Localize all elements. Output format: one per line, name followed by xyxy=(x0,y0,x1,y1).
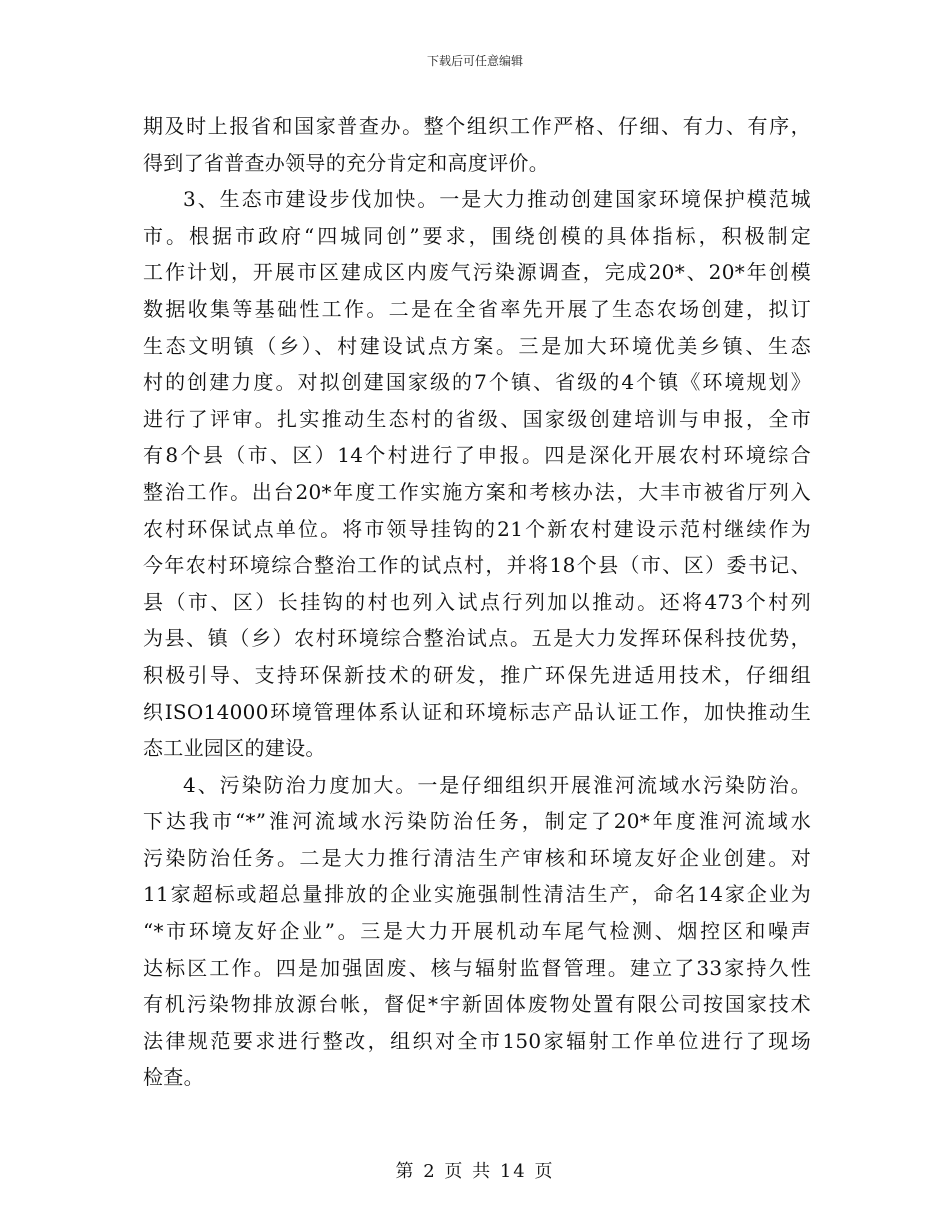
text-line: 织ISO14000环境管理体系认证和环境标志产品认证工作，加快推动生 xyxy=(143,699,811,724)
text-line: 工作计划，开展市区建成区内废气污染源调查，完成20*、20*年创模 xyxy=(143,260,811,285)
text-line: 县（市、区）长挂钩的村也列入试点行列加以推动。还将473个村列 xyxy=(143,589,811,614)
text-line: 整治工作。出台20*年度工作实施方案和考核办法，大丰市被省厅列入 xyxy=(143,479,811,504)
text-line: 积极引导、支持环保新技术的研发，推广环保先进适用技术，仔细组 xyxy=(143,662,811,687)
text-line: 得到了省普查办领导的充分肯定和高度评价。 xyxy=(143,150,549,175)
text-line: 有机污染物排放源台帐，督促*宇新固体废物处置有限公司按国家技术 xyxy=(143,992,811,1017)
page-footer: 第 2 页 共 14 页 xyxy=(395,1161,555,1182)
paragraph-3 xyxy=(143,767,811,1096)
text-line: 进行了评审。扎实推动生态村的省级、国家级创建培训与申报，全市 xyxy=(143,406,811,431)
text-line: 3、生态市建设步伐加快。一是大力推动创建国家环境保护模范城 xyxy=(183,187,811,212)
text-line: 今年农村环境综合整治工作的试点村，并将18个县（市、区）委书记、 xyxy=(143,553,811,578)
paragraph-1 xyxy=(143,108,811,181)
text-line: “*市环境友好企业”。三是大力开展机动车尾气检测、烟控区和噪声 xyxy=(143,919,811,944)
text-line: 期及时上报省和国家普查办。整个组织工作严格、仔细、有力、有序， xyxy=(143,114,811,138)
text-line: 市。根据市政府“四城同创”要求，围绕创模的具体指标，积极制定 xyxy=(143,223,811,248)
text-line: 下达我市“*”淮河流域水污染防治任务，制定了20*年度淮河流域水 xyxy=(143,809,811,834)
text-line: 生态文明镇（乡）、村建设试点方案。三是加大环境优美乡镇、生态 xyxy=(143,333,811,358)
text-line: 有8个县（市、区）14个村进行了申报。四是深化开展农村环境综合 xyxy=(143,443,811,468)
document-body xyxy=(143,108,811,1096)
text-line: 态工业园区的建设。 xyxy=(143,736,326,761)
text-line: 数据收集等基础性工作。二是在全省率先开展了生态农场创建，拟订 xyxy=(143,296,811,321)
paragraph-2 xyxy=(143,181,811,767)
page-header: 下载后可任意编辑 xyxy=(426,54,523,68)
text-line: 农村环保试点单位。将市领导挂钩的21个新农村建设示范村继续作为 xyxy=(143,516,811,541)
text-line: 4、污染防治力度加大。一是仔细组织开展淮河流域水污染防治。 xyxy=(183,772,811,797)
text-line: 村的创建力度。对拟创建国家级的7个镇、省级的4个镇《环境规划》 xyxy=(143,370,811,395)
text-line: 11家超标或超总量排放的企业实施强制性清洁生产，命名14家企业为 xyxy=(143,882,811,907)
text-line: 达标区工作。四是加强固废、核与辐射监督管理。建立了33家持久性 xyxy=(143,955,811,980)
text-line: 污染防治任务。二是大力推行清洁生产审核和环境友好企业创建。对 xyxy=(143,845,811,870)
text-line: 法律规范要求进行整改，组织对全市150家辐射工作单位进行了现场 xyxy=(143,1028,811,1053)
text-line: 检查。 xyxy=(143,1065,204,1090)
text-line: 为县、镇（乡）农村环境综合整治试点。五是大力发挥环保科技优势， xyxy=(143,626,811,651)
